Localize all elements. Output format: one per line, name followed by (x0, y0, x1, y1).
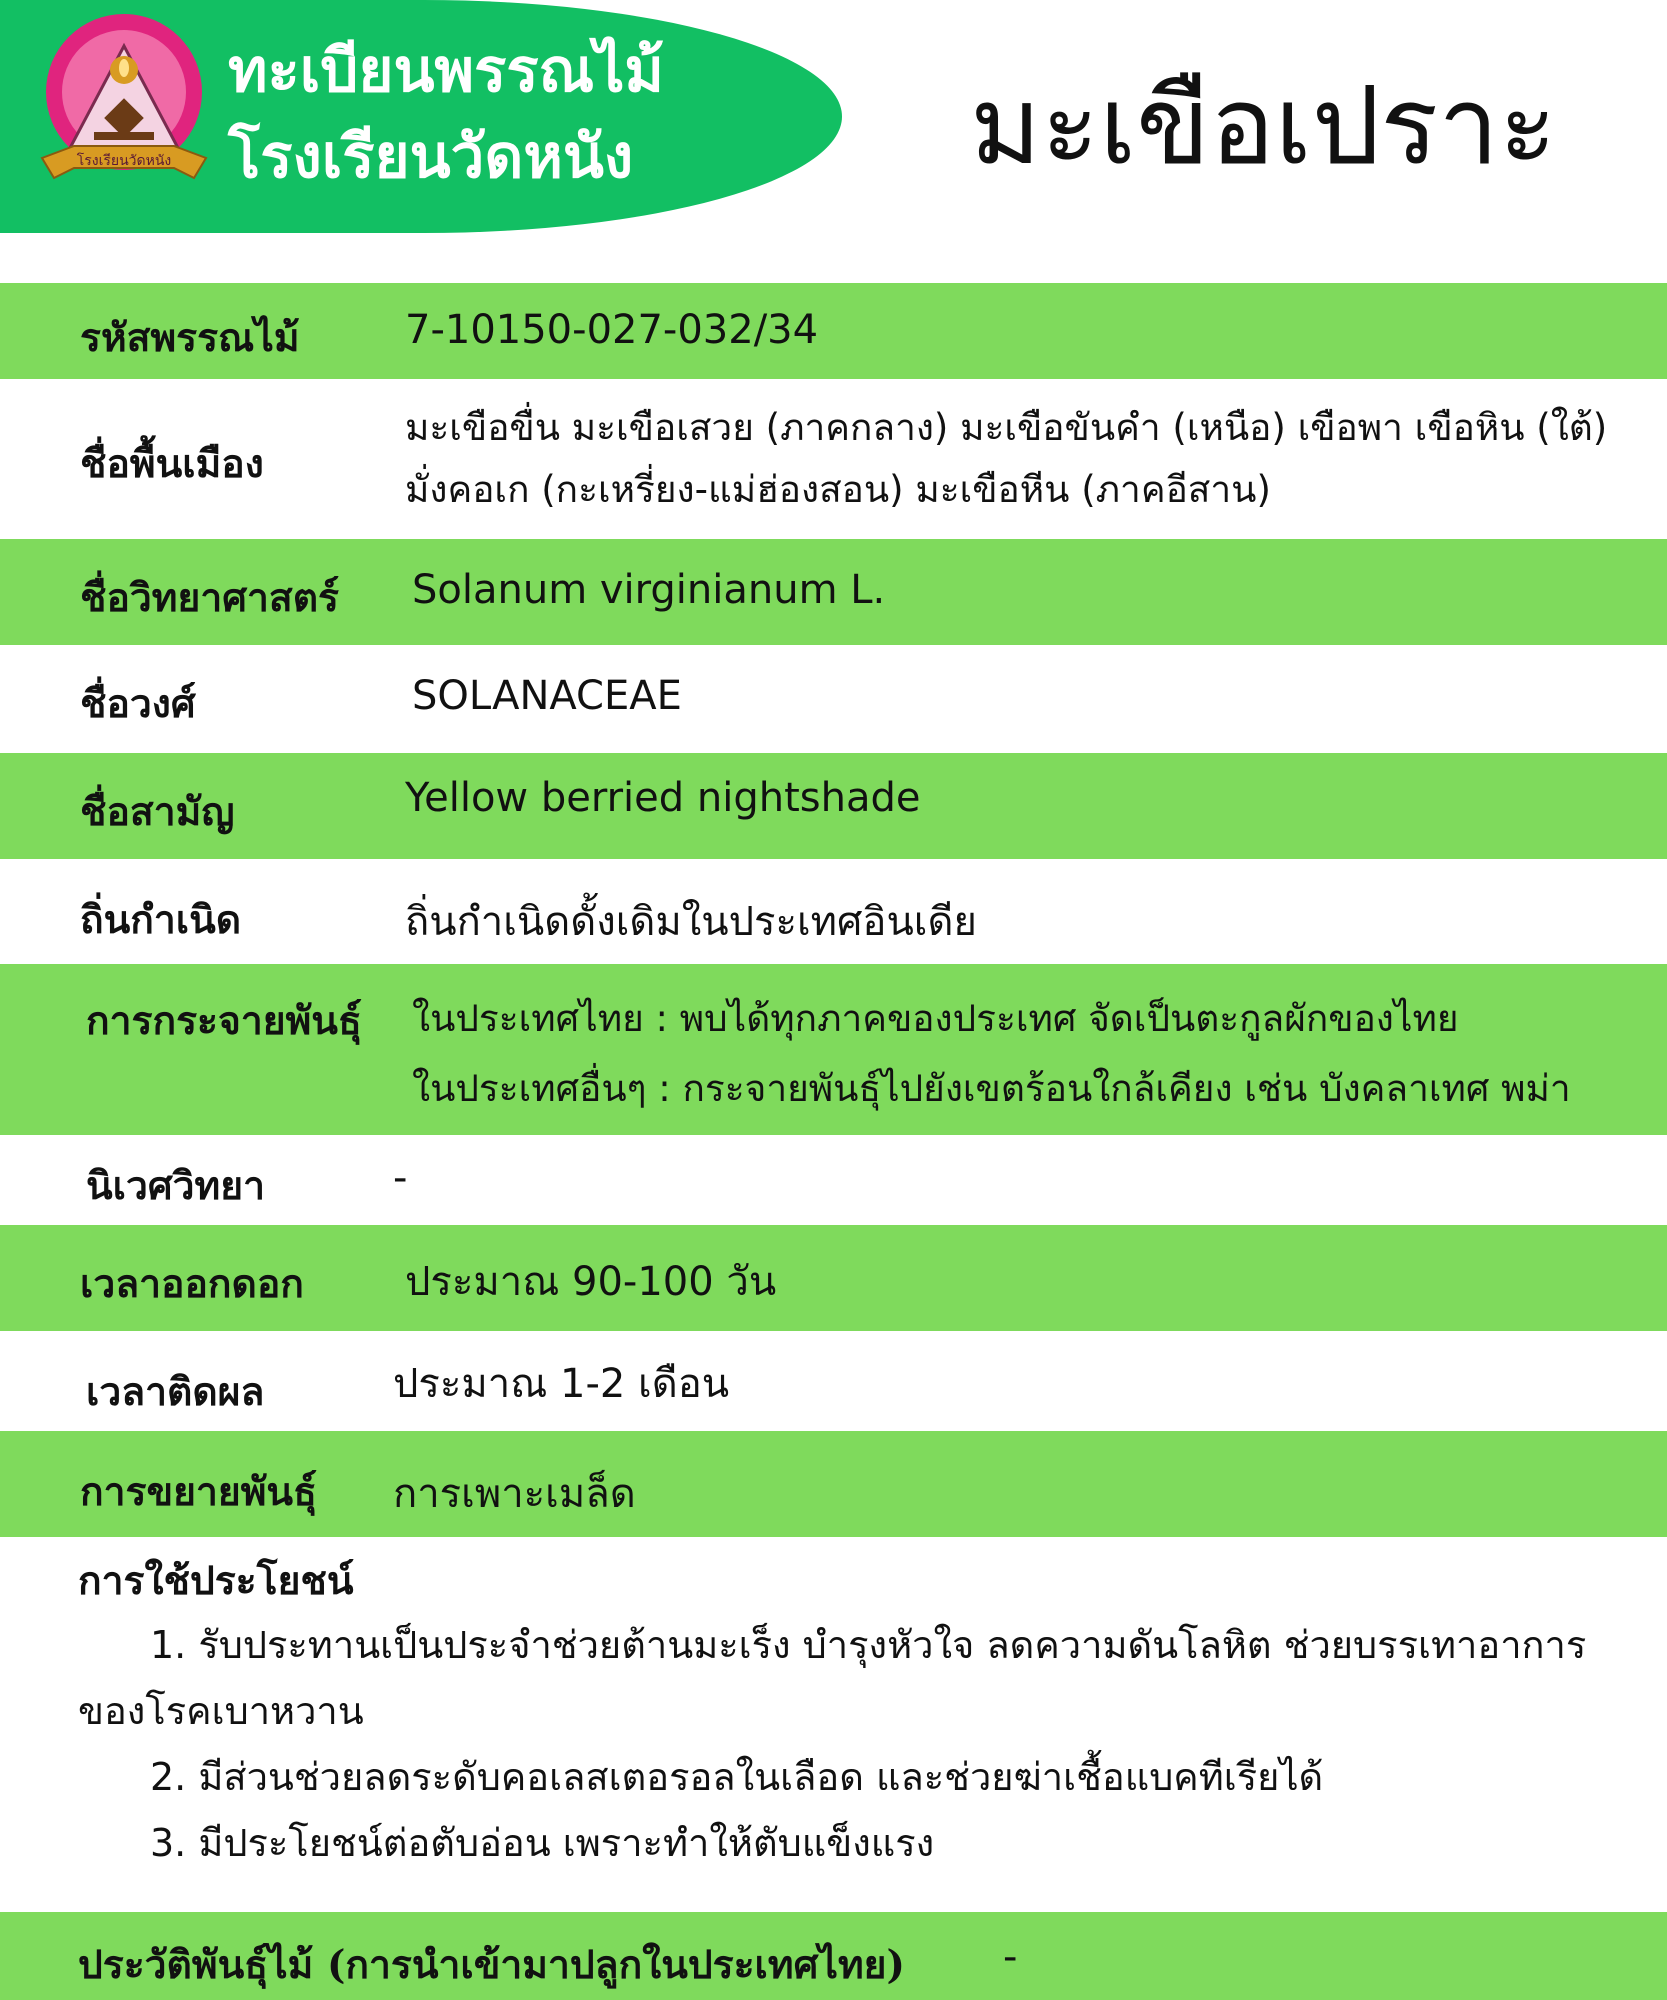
row-fruiting-time (0, 1331, 1667, 1431)
value-distribution-line1: ในประเทศไทย : พบได้ทุกภาคของประเทศ จัดเป็นตะกูลผักของไทย (412, 997, 1459, 1040)
value-code: 7-10150-027-032/34 (405, 307, 819, 353)
logo-banner-text: โรงเรียนวัดหนัง (76, 153, 172, 169)
label-origin: ถิ่นกำเนิด (80, 897, 242, 943)
row-local-name (0, 379, 1667, 539)
label-scientific-name: ชื่อวิทยาศาสตร์ (80, 575, 339, 621)
row-distribution (0, 964, 1667, 1135)
label-flowering-time: เวลาออกดอก (80, 1261, 304, 1307)
row-flowering-time (0, 1225, 1667, 1331)
row-ecology (0, 1135, 1667, 1225)
value-local-name-line2: มั่งคอเก (กะเหรี่ยง-แม่ฮ่องสอน) มะเขือหีน (ภาคอีสาน) (405, 468, 1271, 511)
value-distribution-line2: ในประเทศอื่นๆ : กระจายพันธุ์ไปยังเขตร้อนใกล้เคียง เช่น บังคลาเทศ พม่า (412, 1067, 1571, 1110)
value-family: SOLANACEAE (412, 673, 682, 719)
value-scientific-name: Solanum virginianum L. (412, 567, 886, 613)
value-common-name: Yellow berried nightshade (405, 775, 921, 821)
benefits-title: การใช้ประโยชน์ (78, 1558, 354, 1604)
label-fruiting-time: เวลาติดผล (86, 1369, 265, 1415)
value-history: - (1003, 1934, 1018, 1980)
label-propagation: การขยายพันธุ์ (80, 1469, 317, 1515)
benefit-item-2: 2. มีส่วนช่วยลดระดับคอเลสเตอรอลในเลือด และช่วยฆ่าเชื้อแบคทีเรียได้ (150, 1755, 1324, 1799)
row-origin (0, 859, 1667, 964)
label-ecology: นิเวศวิทยา (86, 1163, 266, 1209)
school-title (228, 28, 664, 200)
row-common-name (0, 753, 1667, 859)
school-logo (34, 8, 214, 208)
row-code (0, 283, 1667, 379)
row-propagation (0, 1431, 1667, 1537)
school-title-line2: โรงเรียนวัดหนัง (228, 122, 634, 192)
label-distribution: การกระจายพันธุ์ (86, 998, 362, 1044)
school-title-line1: ทะเบียนพรรณไม้ (228, 36, 664, 106)
label-code: รหัสพรรณไม้ (80, 315, 300, 361)
label-history: ประวัติพันธุ์ไม้ (การนำเข้ามาปลูกในประเทศไทย) (78, 1942, 905, 1988)
plant-name-title: มะเขือเปราะ (970, 64, 1557, 189)
row-scientific-name (0, 539, 1667, 645)
label-local-name: ชื่อพื้นเมือง (80, 441, 264, 487)
benefits-list (78, 1612, 1618, 1876)
label-family: ชื่อวงศ์ (80, 681, 196, 727)
value-local-name-line1: มะเขือขื่น มะเขือเสวย (ภาคกลาง) มะเขือขันคำ (เหนือ) เขือพา เขือหิน (ใต้) (405, 406, 1608, 449)
row-family (0, 645, 1667, 753)
value-propagation: การเพาะเมล็ด (393, 1471, 636, 1517)
label-common-name: ชื่อสามัญ (80, 789, 235, 835)
value-flowering-time: ประมาณ 90-100 วัน (405, 1259, 777, 1305)
row-history (0, 1912, 1667, 2000)
value-ecology: - (393, 1155, 408, 1201)
benefit-item-1: 1. รับประทานเป็นประจำช่วยต้านมะเร็ง บำรุงหัวใจ ลดความดันโลหิต ช่วยบรรเทาอาการของโรคเบาหวาน (78, 1623, 1587, 1733)
value-origin: ถิ่นกำเนิดดั้งเดิมในประเทศอินเดีย (405, 899, 977, 945)
value-fruiting-time: ประมาณ 1-2 เดือน (393, 1361, 730, 1407)
benefit-item-3: 3. มีประโยชน์ต่อตับอ่อน เพราะทำให้ตับแข็งแรง (150, 1821, 935, 1865)
